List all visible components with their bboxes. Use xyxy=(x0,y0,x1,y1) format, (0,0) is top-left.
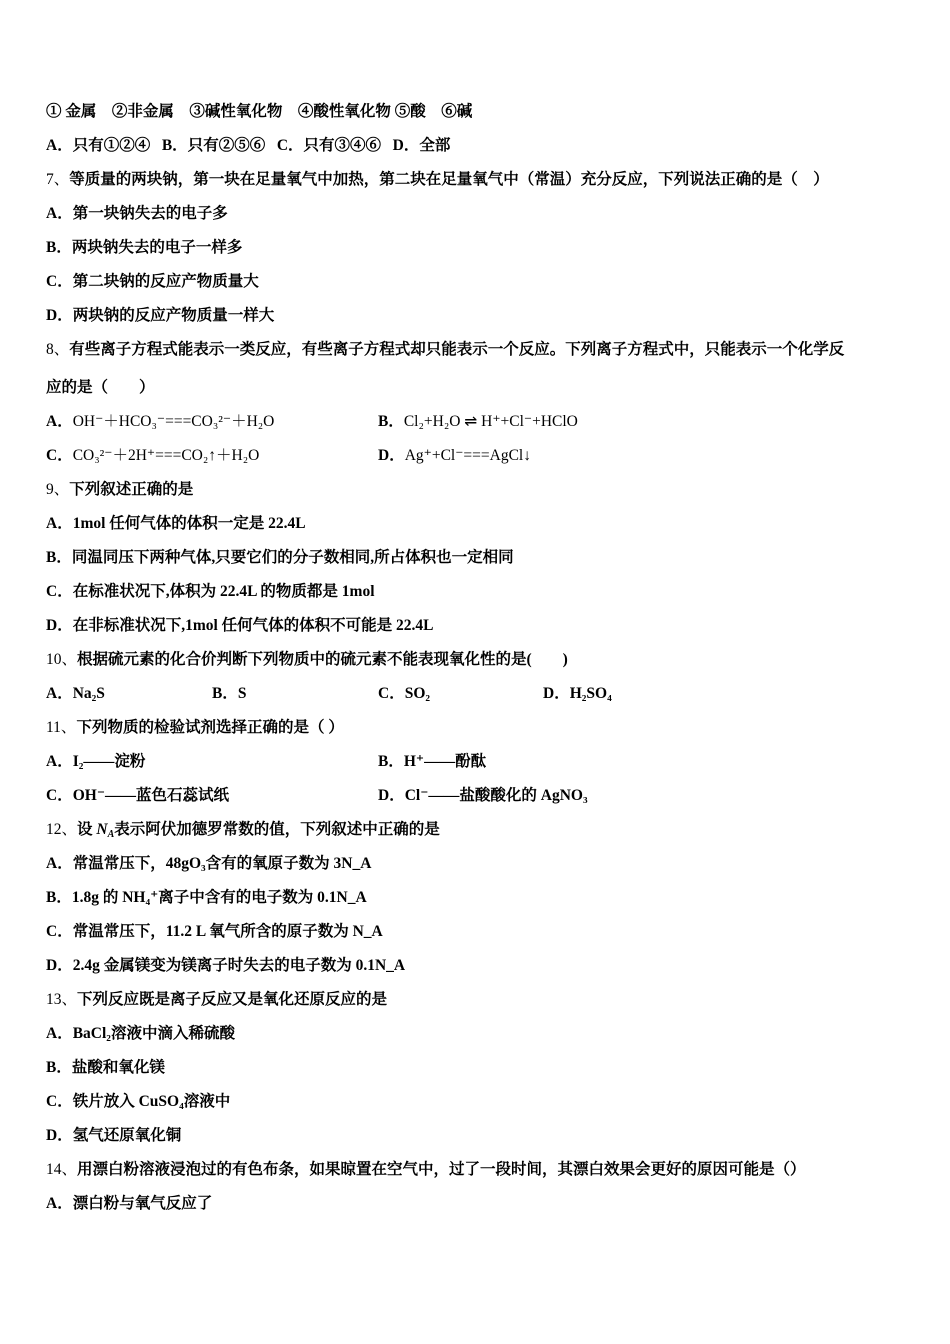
q12-option-a[interactable]: A．常温常压下，48gO₃含有的氧原子数为 3N_A xyxy=(46,855,372,872)
q11-option-d[interactable]: D．Cl⁻——盐酸酸化的 AgNO₃ xyxy=(378,787,588,804)
q10-option-c[interactable]: C．SO₂ xyxy=(378,685,431,702)
q12-option-b[interactable]: B．1.8g 的 NH₄⁺离子中含有的电子数为 0.1N_A xyxy=(46,889,367,906)
q11-option-c[interactable]: C．OH⁻——蓝色石蕊试纸 xyxy=(46,787,229,804)
q8-stem-line2: 应的是（ ） xyxy=(46,379,155,396)
q6-option-b[interactable]: B．只有②⑤⑥ xyxy=(161,137,266,154)
q8-option-b[interactable]: B．Cl₂+H₂O ⇌ H⁺+Cl⁻+HClO xyxy=(378,413,578,430)
q9-option-a[interactable]: A．1mol 任何气体的体积一定是 22.4L xyxy=(46,515,306,532)
q9-option-b[interactable]: B．同温同压下两种气体,只要它们的分子数相同,所占体积也一定相同 xyxy=(46,549,514,566)
q13-stem: 13、下列反应既是离子反应又是氧化还原反应的是 xyxy=(46,991,388,1008)
q10-option-a[interactable]: A．Na₂S xyxy=(46,685,105,702)
q7-option-d[interactable]: D．两块钠的反应产物质量一样大 xyxy=(46,307,275,324)
q7-stem: 7、等质量的两块钠，第一块在足量氧气中加热，第二块在足量氧气中（常温）充分反应，下列说法正确的是（ ） xyxy=(46,171,829,188)
q7-option-b[interactable]: B．两块钠失去的电子一样多 xyxy=(46,239,243,256)
q6-options xyxy=(46,136,450,156)
q10-stem: 10、根据硫元素的化合价判断下列物质中的硫元素不能表现氧化性的是( ) xyxy=(46,651,568,668)
q12-option-d[interactable]: D．2.4g 金属镁变为镁离子时失去的电子数为 0.1N_A xyxy=(46,957,406,974)
q9-option-c[interactable]: C．在标准状况下,体积为 22.4L 的物质都是 1mol xyxy=(46,583,375,600)
q13-option-c[interactable]: C．铁片放入 CuSO₄溶液中 xyxy=(46,1093,231,1110)
q10-option-d[interactable]: D．H₂SO₄ xyxy=(543,685,612,702)
q6-option-d[interactable]: D．全部 xyxy=(392,137,451,154)
q7-option-a[interactable]: A．第一块钠失去的电子多 xyxy=(46,205,228,222)
q6-option-a[interactable]: A．只有①②④ xyxy=(46,137,151,154)
q6-option-c[interactable]: C．只有③④⑥ xyxy=(276,137,382,154)
q8-option-a[interactable]: A．OH⁻＋HCO₃⁻===CO₃²⁻＋H₂O xyxy=(46,413,275,430)
q12-stem: 12、设 $N_A$表示阿伏加德罗常数的值，下列叙述中正确的是 xyxy=(46,821,440,840)
q11-option-b[interactable]: B．H⁺——酚酞 xyxy=(378,753,487,770)
q7-option-c[interactable]: C．第二块钠的反应产物质量大 xyxy=(46,273,259,290)
q8-option-d[interactable]: D．Ag⁺+Cl⁻===AgCl↓ xyxy=(378,447,531,464)
q13-option-b[interactable]: B．盐酸和氧化镁 xyxy=(46,1059,165,1076)
q8-stem-line1: 8、有些离子方程式能表示一类反应，有些离子方程式却只能表示一个反应。下列离子方程式中，只能表示一个化学反 xyxy=(46,341,845,358)
q13-option-a[interactable]: A．BaCl₂溶液中滴入稀硫酸 xyxy=(46,1025,235,1042)
q11-stem: 11、下列物质的检验试剂选择正确的是（ ） xyxy=(46,719,344,736)
q9-stem: 9、下列叙述正确的是 xyxy=(46,481,194,498)
q12-option-c[interactable]: C．常温常压下，11.2 L 氧气所含的原子数为 N_A xyxy=(46,923,383,940)
q10-option-b[interactable]: B．S xyxy=(212,685,247,702)
q9-option-d[interactable]: D．在非标准状况下,1mol 任何气体的体积不可能是 22.4L xyxy=(46,617,434,634)
q8-option-c[interactable]: C．CO₃²⁻＋2H⁺===CO₂↑＋H₂O xyxy=(46,447,260,464)
q11-option-a[interactable]: A．I₂——淀粉 xyxy=(46,753,146,770)
q14-option-a[interactable]: A．漂白粉与氧气反应了 xyxy=(46,1195,213,1212)
q13-option-d[interactable]: D．氢气还原氧化铜 xyxy=(46,1127,182,1144)
q6-items-line: ① 金属 ②非金属 ③碱性氧化物 ④酸性氧化物 ⑤酸 ⑥碱 xyxy=(46,103,473,120)
q14-stem: 14、用漂白粉溶液浸泡过的有色布条，如果晾置在空气中，过了一段时间，其漂白效果会更好的原因可能是（） xyxy=(46,1161,806,1178)
